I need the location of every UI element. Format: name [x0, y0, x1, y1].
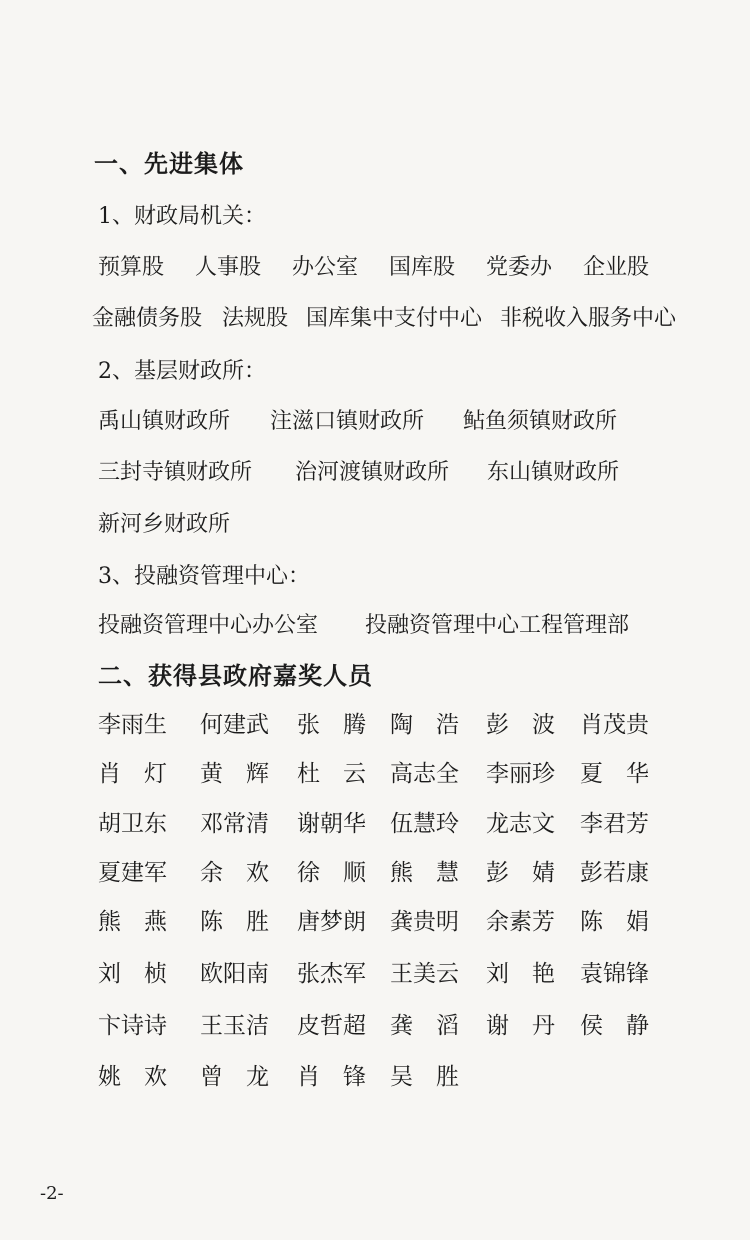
unit-item: 新河乡财政所 [98, 512, 231, 537]
unit-item: 党委办 [486, 255, 553, 280]
honoree-name: 肖茂贵 [580, 712, 649, 738]
honoree-name: 彭 波 [486, 712, 555, 738]
unit-item: 国库集中支付中心 [306, 306, 483, 331]
honoree-name: 邓常清 [200, 811, 269, 837]
honoree-name: 陈 娟 [580, 909, 649, 935]
unit-item: 企业股 [583, 255, 650, 280]
unit-item: 非税收入服务中心 [500, 306, 677, 331]
honoree-name: 李丽珍 [486, 761, 555, 787]
subsection-1-label: 1、财政局机关： [98, 204, 266, 229]
honoree-name: 唐梦朗 [297, 909, 366, 935]
unit-item: 预算股 [98, 255, 165, 280]
honoree-name: 肖 灯 [98, 761, 167, 787]
honoree-name: 熊 慧 [390, 860, 459, 886]
section-2-title: 二、获得县政府嘉奖人员 [98, 662, 373, 690]
honoree-name: 胡卫东 [98, 811, 167, 837]
honoree-name: 王美云 [390, 961, 459, 987]
honoree-name: 李君芳 [580, 811, 649, 837]
subsection-2-label: 2、基层财政所： [98, 359, 266, 384]
honoree-name: 彭若康 [580, 860, 649, 886]
unit-item: 鲇鱼须镇财政所 [463, 409, 618, 434]
honoree-name: 刘 艳 [486, 961, 555, 987]
honoree-name: 侯 静 [580, 1013, 649, 1039]
honoree-name: 曾 龙 [200, 1064, 269, 1090]
honoree-name: 李雨生 [98, 712, 167, 738]
section-1-title: 一、先进集体 [94, 150, 244, 178]
honoree-name: 王玉洁 [200, 1013, 269, 1039]
honoree-name: 陶 浩 [390, 712, 459, 738]
honoree-name: 姚 欢 [98, 1064, 167, 1090]
subsection-3-label: 3、投融资管理中心： [98, 564, 310, 589]
honoree-name: 黄 辉 [200, 761, 269, 787]
unit-item: 禹山镇财政所 [98, 409, 231, 434]
unit-item: 三封寺镇财政所 [98, 460, 253, 485]
unit-item: 东山镇财政所 [487, 460, 620, 485]
honoree-name: 高志全 [390, 761, 459, 787]
honoree-name: 彭 婧 [486, 860, 555, 886]
honoree-name: 张 腾 [297, 712, 366, 738]
honoree-name: 杜 云 [297, 761, 366, 787]
page-number: -2- [40, 1183, 64, 1204]
honoree-name: 欧阳南 [200, 961, 269, 987]
honoree-name: 龚 滔 [390, 1013, 459, 1039]
honoree-name: 谢 丹 [486, 1013, 555, 1039]
unit-item: 注滋口镇财政所 [270, 409, 425, 434]
honoree-name: 余 欢 [200, 860, 269, 886]
honoree-name: 夏 华 [580, 761, 649, 787]
honoree-name: 谢朝华 [297, 811, 366, 837]
honoree-name: 余素芳 [486, 909, 555, 935]
honoree-name: 肖 锋 [297, 1064, 366, 1090]
unit-item: 办公室 [292, 255, 359, 280]
honoree-name: 伍慧玲 [390, 811, 459, 837]
honoree-name: 徐 顺 [297, 860, 366, 886]
honoree-name: 陈 胜 [200, 909, 269, 935]
honoree-name: 张杰军 [297, 961, 366, 987]
honoree-name: 夏建军 [98, 860, 167, 886]
honoree-name: 吴 胜 [390, 1064, 459, 1090]
unit-item: 投融资管理中心工程管理部 [365, 613, 630, 638]
honoree-name: 熊 燕 [98, 909, 167, 935]
unit-item: 投融资管理中心办公室 [98, 613, 319, 638]
unit-item: 金融债务股 [92, 306, 203, 331]
honoree-name: 皮哲超 [297, 1013, 366, 1039]
unit-item: 国库股 [389, 255, 456, 280]
unit-item: 治河渡镇财政所 [295, 460, 450, 485]
honoree-name: 龚贵明 [390, 909, 459, 935]
unit-item: 法规股 [222, 306, 289, 331]
honoree-name: 卞诗诗 [98, 1013, 167, 1039]
honoree-name: 何建武 [200, 712, 269, 738]
honoree-name: 袁锦锋 [580, 961, 649, 987]
unit-item: 人事股 [195, 255, 262, 280]
honoree-name: 龙志文 [486, 811, 555, 837]
honoree-name: 刘 桢 [98, 961, 167, 987]
